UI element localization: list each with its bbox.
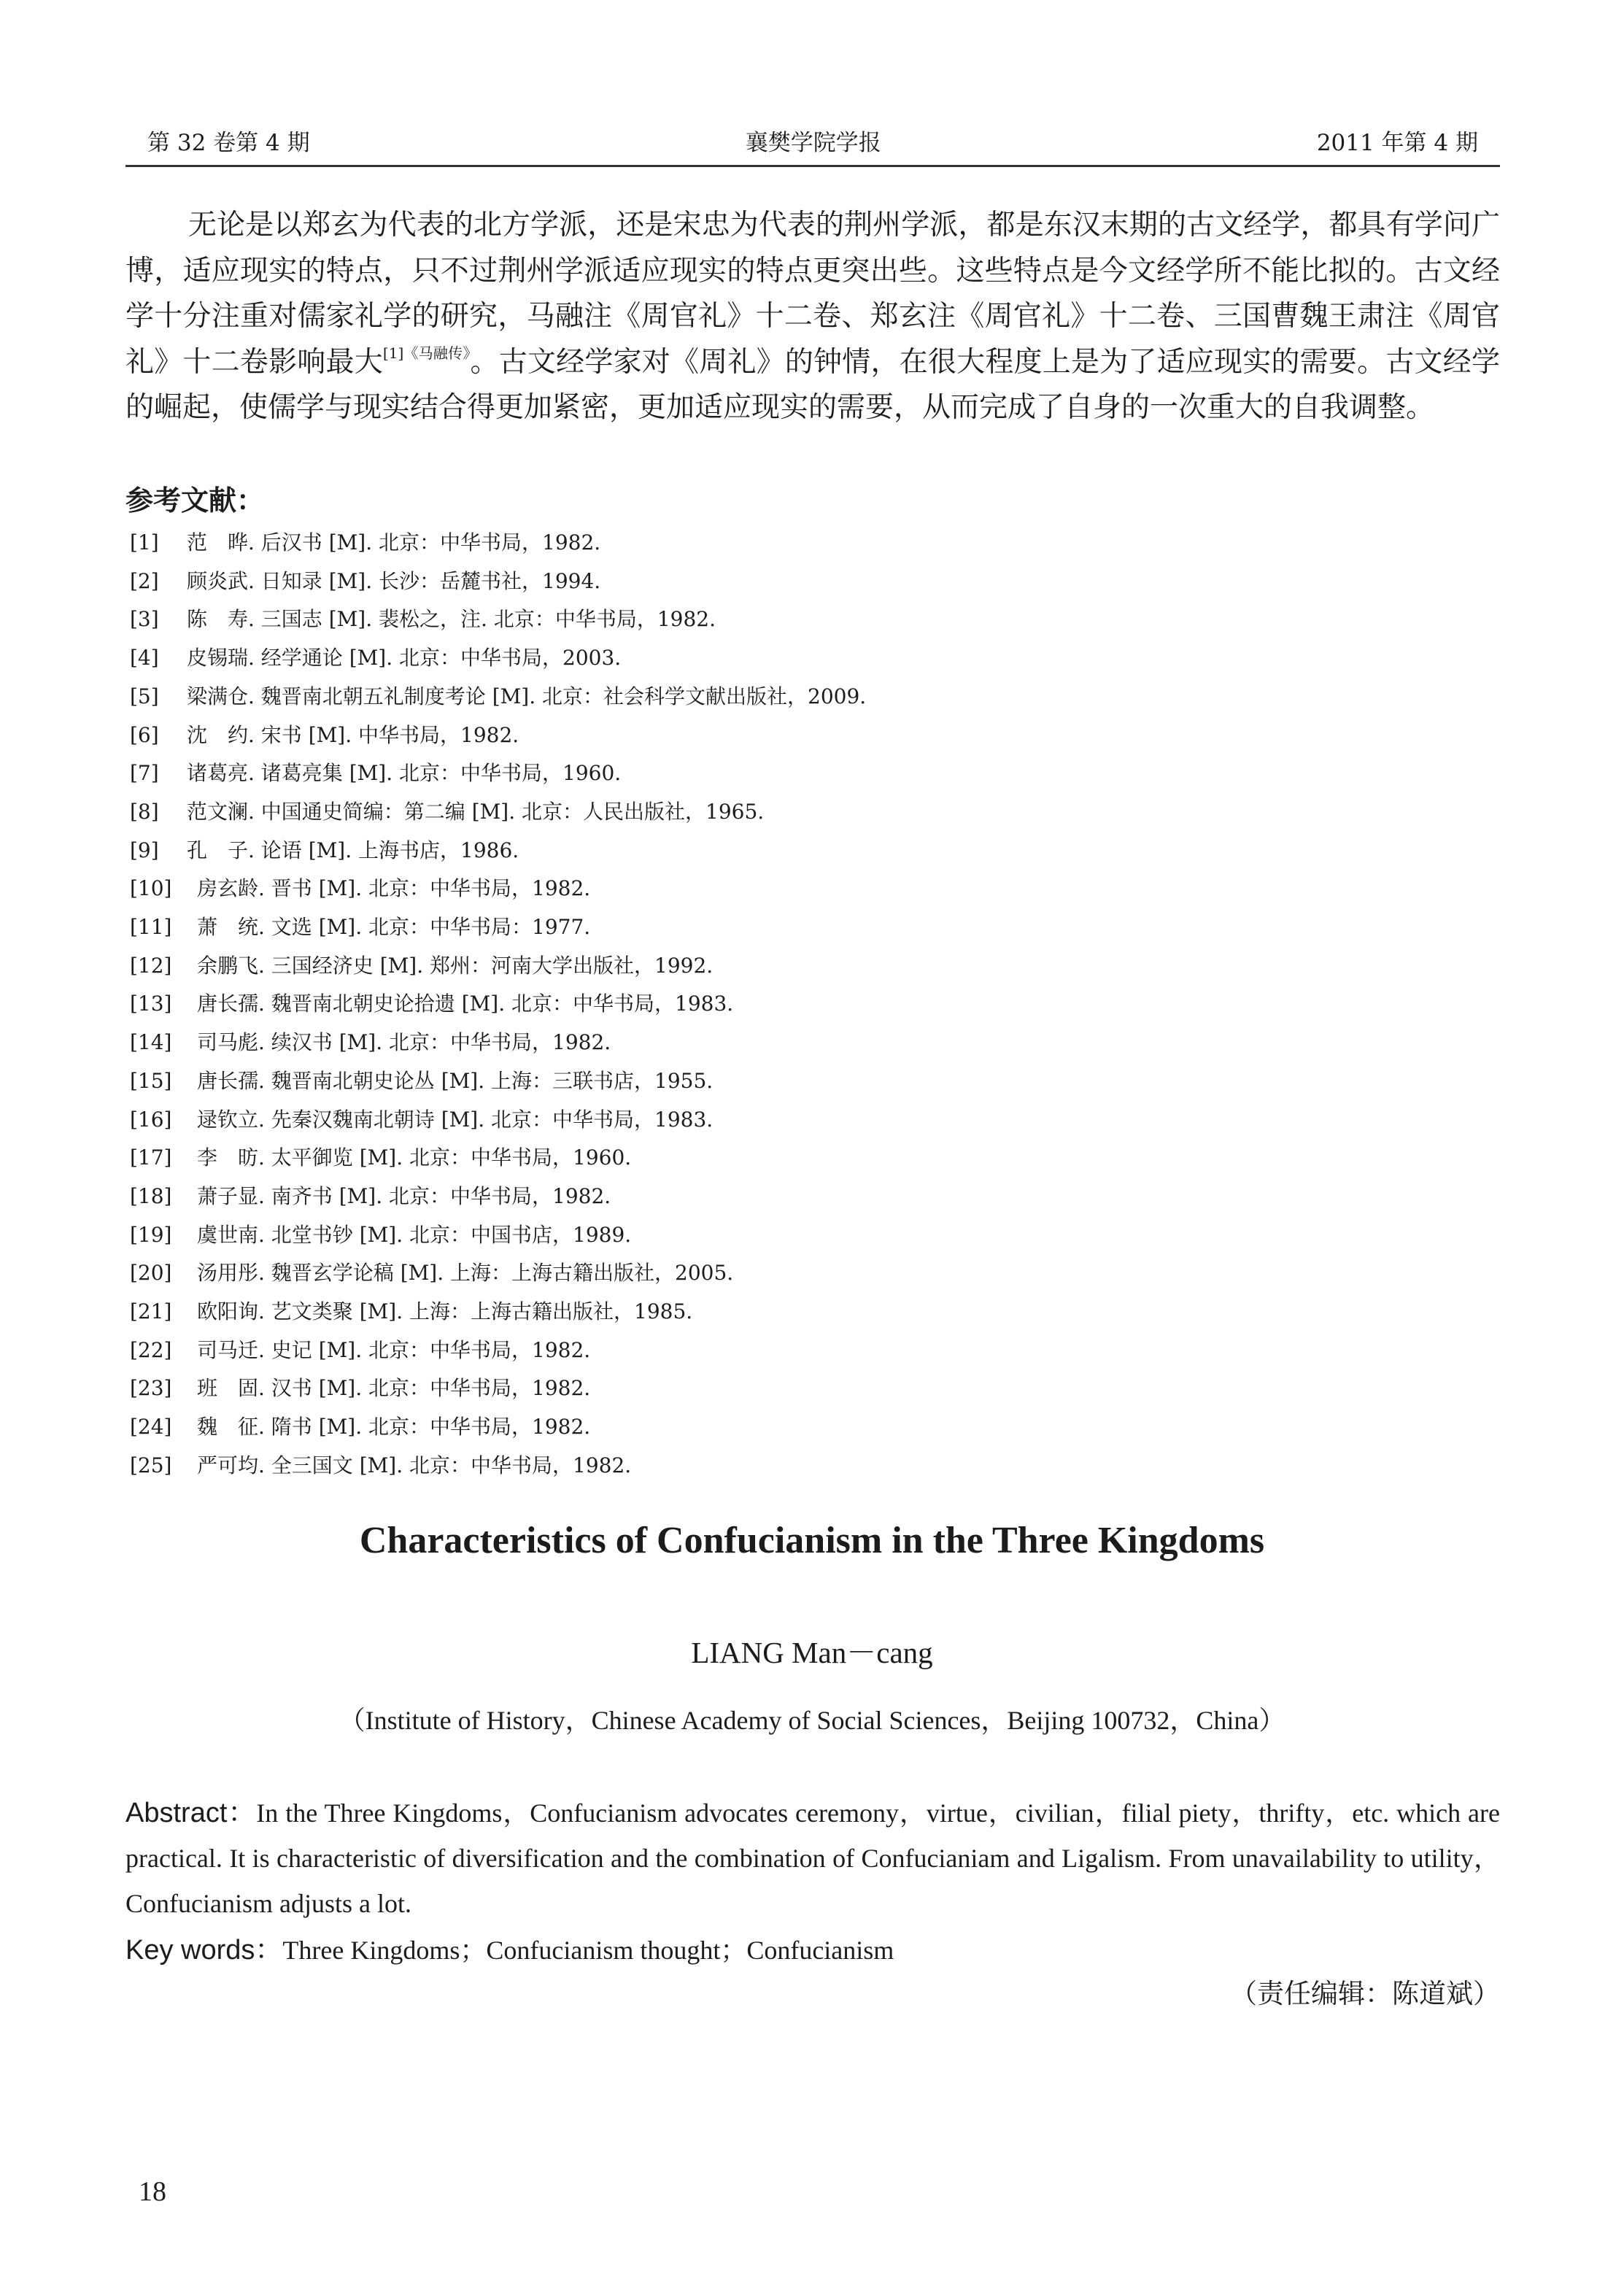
reference-number: [12] bbox=[130, 953, 172, 978]
reference-text: 司马彪. 续汉书 [M]. 北京：中华书局，1982. bbox=[197, 1030, 611, 1055]
reference-number: [9] bbox=[130, 838, 159, 862]
reference-item bbox=[130, 1369, 1487, 1408]
body-text-after: 。古文经学家对《周礼》的钟情，在很大程度上是为了适应现实的需要。古文经学的崛起，使儒学与现实结合得更加紧密，更加适应现实的需要，从而完成了自身的一次重大的自我调整。 bbox=[125, 345, 1500, 424]
reference-item bbox=[130, 1254, 1487, 1293]
reference-number: [10] bbox=[130, 876, 172, 901]
keywords-text: Three Kingdoms；Confucianism thought；Confucianism bbox=[282, 1936, 894, 1965]
keywords-label: Key words： bbox=[125, 1935, 283, 1966]
reference-text: 逯钦立. 先秦汉魏南北朝诗 [M]. 北京：中华书局，1983. bbox=[197, 1107, 714, 1132]
reference-text: 汤用彤. 魏晋玄学论稿 [M]. 上海：上海古籍出版社，2005. bbox=[197, 1261, 734, 1286]
reference-text: 欧阳询. 艺文类聚 [M]. 上海：上海古籍出版社，1985. bbox=[197, 1299, 693, 1324]
reference-text: 皮锡瑞. 经学通论 [M]. 北京：中华书局，2003. bbox=[187, 646, 622, 670]
reference-number: [22] bbox=[130, 1337, 172, 1362]
reference-item bbox=[130, 947, 1487, 986]
reference-number: [23] bbox=[130, 1376, 172, 1401]
reference-number: [8] bbox=[130, 799, 159, 824]
reference-item bbox=[130, 1062, 1487, 1101]
reference-number: [1] bbox=[130, 530, 159, 554]
reference-number: [6] bbox=[130, 722, 159, 747]
reference-item bbox=[130, 1139, 1487, 1178]
abstract-text: In the Three Kingdoms，Confucianism advocates ceremony，virtue，civilian，filial piety，thrifty，etc. which are practical. It is characteristic of diversification and the combination of Confucianiam and Ligalism. From unavailability to utility，Confucianism adjusts a lot. bbox=[125, 1798, 1500, 1918]
citation-marker: [1]《马融传》 bbox=[382, 344, 471, 362]
english-keywords bbox=[125, 1928, 1500, 1973]
english-affiliation: （Institute of History，Chinese Academy of Social Sciences，Beijing 100732，China） bbox=[339, 1706, 1285, 1735]
reference-item bbox=[130, 1101, 1487, 1140]
reference-item bbox=[130, 600, 1487, 639]
header-issue: 2011 年第 4 期 bbox=[1316, 130, 1478, 156]
reference-item bbox=[130, 793, 1487, 832]
reference-number: [5] bbox=[130, 684, 159, 708]
reference-item bbox=[130, 985, 1487, 1024]
reference-number: [21] bbox=[130, 1299, 172, 1324]
reference-number: [19] bbox=[130, 1222, 172, 1247]
abstract-label: Abstract： bbox=[125, 1798, 257, 1828]
reference-number: [20] bbox=[130, 1261, 172, 1286]
reference-item bbox=[130, 1408, 1487, 1447]
reference-text: 孔 子. 论语 [M]. 上海书店，1986. bbox=[187, 838, 519, 862]
reference-text: 顾炎武. 日知录 [M]. 长沙：岳麓书社，1994. bbox=[187, 568, 601, 593]
reference-number: [24] bbox=[130, 1415, 172, 1439]
reference-item bbox=[130, 639, 1487, 678]
reference-text: 唐长孺. 魏晋南北朝史论丛 [M]. 上海：三联书店，1955. bbox=[197, 1068, 714, 1093]
references-heading: 参考文献： bbox=[125, 484, 265, 517]
reference-text: 范文澜. 中国通史简编：第二编 [M]. 北京：人民出版社，1965. bbox=[187, 799, 765, 824]
reference-text: 诸葛亮. 诸葛亮集 [M]. 北京：中华书局，1960. bbox=[187, 761, 622, 786]
reference-item bbox=[130, 678, 1487, 716]
responsible-editor: （责任编辑：陈道斌） bbox=[1230, 1978, 1500, 2009]
reference-item bbox=[130, 754, 1487, 793]
reference-number: [11] bbox=[130, 915, 172, 940]
reference-item bbox=[130, 1178, 1487, 1216]
reference-text: 唐长孺. 魏晋南北朝史论拾遗 [M]. 北京：中华书局，1983. bbox=[197, 992, 734, 1016]
reference-text: 范 晔. 后汉书 [M]. 北京：中华书局，1982. bbox=[187, 530, 601, 554]
reference-item bbox=[130, 832, 1487, 870]
reference-text: 班 固. 汉书 [M]. 北京：中华书局，1982. bbox=[197, 1376, 591, 1401]
reference-number: [15] bbox=[130, 1068, 172, 1093]
english-title: Characteristics of Confucianism in the Three Kingdoms bbox=[359, 1520, 1265, 1561]
running-header bbox=[125, 124, 1500, 167]
reference-item bbox=[130, 908, 1487, 947]
reference-text: 房玄龄. 晋书 [M]. 北京：中华书局，1982. bbox=[197, 876, 591, 901]
header-volume: 第 32 卷第 4 期 bbox=[147, 130, 310, 156]
reference-text: 李 昉. 太平御览 [M]. 北京：中华书局，1960. bbox=[197, 1145, 632, 1170]
reference-text: 虞世南. 北堂书钞 [M]. 北京：中国书店，1989. bbox=[197, 1222, 632, 1247]
reference-text: 沈 约. 宋书 [M]. 中华书局，1982. bbox=[187, 722, 519, 747]
reference-item bbox=[130, 1447, 1487, 1485]
reference-item bbox=[130, 563, 1487, 601]
reference-number: [14] bbox=[130, 1030, 172, 1055]
references-list bbox=[130, 524, 1487, 1485]
reference-text: 余鹏飞. 三国经济史 [M]. 郑州：河南大学出版社，1992. bbox=[197, 953, 714, 978]
reference-item bbox=[130, 870, 1487, 908]
reference-text: 司马迁. 史记 [M]. 北京：中华书局，1982. bbox=[197, 1337, 591, 1362]
reference-text: 梁满仓. 魏晋南北朝五礼制度考论 [M]. 北京：社会科学文献出版社，2009. bbox=[187, 684, 867, 708]
reference-item bbox=[130, 1216, 1487, 1255]
english-author: LIANG Man－cang bbox=[691, 1636, 933, 1669]
reference-item bbox=[130, 524, 1487, 563]
reference-text: 严可均. 全三国文 [M]. 北京：中华书局，1982. bbox=[197, 1453, 632, 1477]
reference-text: 陈 寿. 三国志 [M]. 裴松之，注. 北京：中华书局，1982. bbox=[187, 607, 716, 632]
header-journal-name: 襄樊学院学报 bbox=[745, 130, 881, 156]
reference-number: [4] bbox=[130, 646, 159, 670]
english-abstract bbox=[125, 1790, 1500, 1926]
reference-item bbox=[130, 1332, 1487, 1370]
reference-text: 萧 统. 文选 [M]. 北京：中华书局：1977. bbox=[197, 915, 591, 940]
reference-number: [16] bbox=[130, 1107, 172, 1132]
reference-item bbox=[130, 716, 1487, 755]
reference-number: [2] bbox=[130, 568, 159, 593]
reference-number: [13] bbox=[130, 992, 172, 1016]
reference-item bbox=[130, 1024, 1487, 1062]
reference-text: 萧子显. 南齐书 [M]. 北京：中华书局，1982. bbox=[197, 1183, 611, 1208]
reference-number: [18] bbox=[130, 1183, 172, 1208]
reference-number: [25] bbox=[130, 1453, 172, 1477]
reference-number: [17] bbox=[130, 1145, 172, 1170]
body-text-before: 无论是以郑玄为代表的北方学派，还是宋忠为代表的荆州学派，都是东汉末期的古文经学，都具有学问广博，适应现实的特点，只不过荆州学派适应现实的特点更突出些。这些特点是今文经学所不能比拟的。古文经学十分注重对儒家礼学的研究，马融注《周官礼》十二卷、郑玄注《周官礼》十二卷、三国曹魏王肃注《周官礼》十二卷影响最大 bbox=[125, 209, 1500, 379]
reference-number: [7] bbox=[130, 761, 159, 786]
page-number: 18 bbox=[139, 2176, 166, 2207]
body-paragraph bbox=[125, 203, 1500, 431]
reference-item bbox=[130, 1293, 1487, 1332]
reference-number: [3] bbox=[130, 607, 159, 632]
reference-text: 魏 征. 隋书 [M]. 北京：中华书局，1982. bbox=[197, 1415, 591, 1439]
